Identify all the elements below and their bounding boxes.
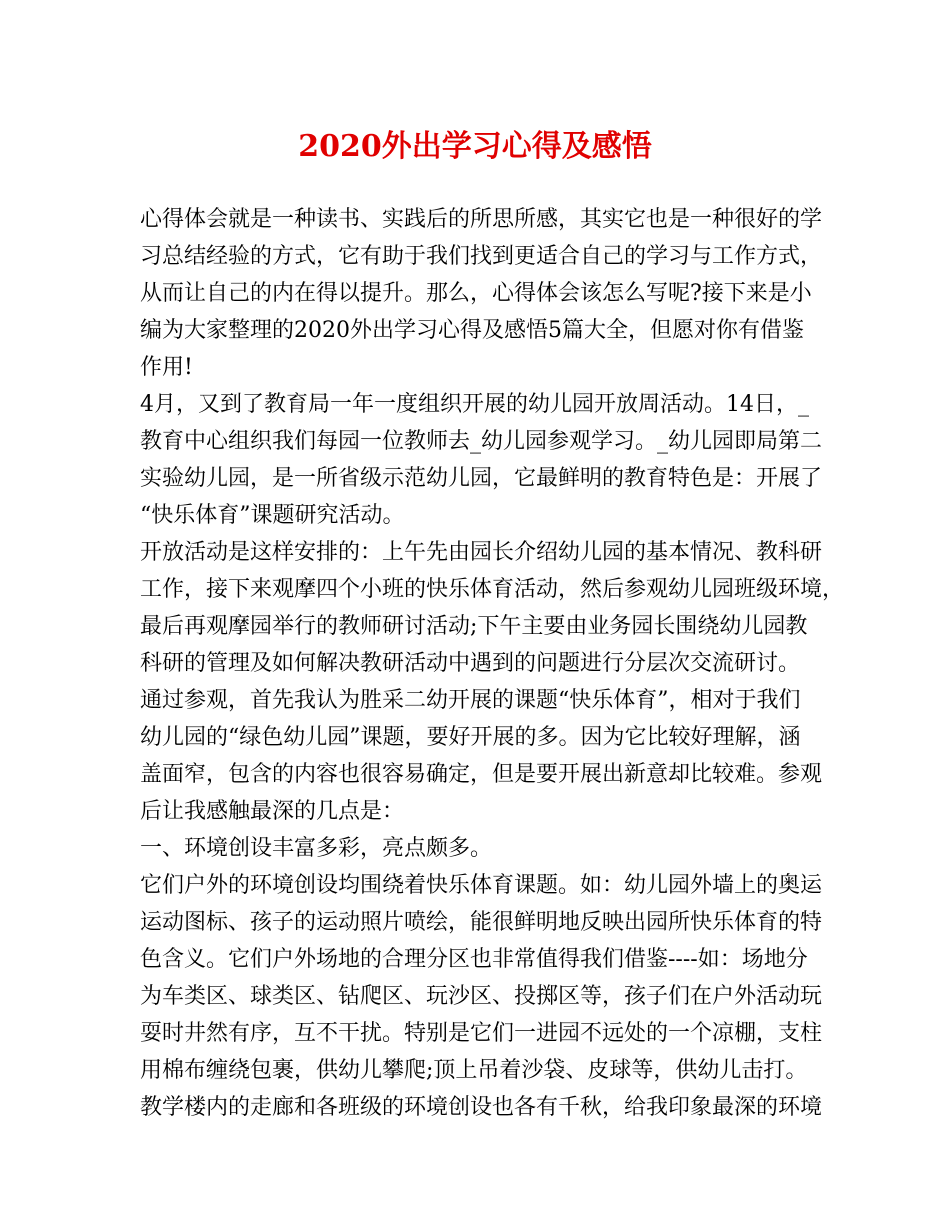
document-body xyxy=(140,201,845,1126)
body-line: 作用! xyxy=(140,355,193,380)
body-line: 开放活动是这样安排的：上午先由园长介绍幼儿园的基本情况、教科研 xyxy=(140,540,823,565)
body-line: 4月，又到了教育局一年一度组织开展的幼儿园开放周活动。14日，_ xyxy=(140,392,809,417)
body-line: 科研的管理及如何解决教研活动中遇到的问题进行分层次交流研讨。 xyxy=(140,651,801,676)
body-line: 教育中心组织我们每园一位教师去_幼儿园参观学习。_幼儿园即局第二 xyxy=(140,429,823,454)
body-line: 编为大家整理的2020外出学习心得及感悟5篇大全，但愿对你有借鉴 xyxy=(140,318,804,343)
document-title: 2020外出学习心得及感悟 xyxy=(298,129,652,164)
body-line: 后让我感触最深的几点是： xyxy=(140,799,405,824)
body-line: 通过参观，首先我认为胜采二幼开展的课题“快乐体育”，相对于我们 xyxy=(140,688,801,713)
body-line: 耍时井然有序，互不干扰。特别是它们一进园不远处的一个凉棚，支柱 xyxy=(140,1021,823,1046)
body-line: 教学楼内的走廊和各班级的环境创设也各有千秋，给我印象最深的环境 xyxy=(140,1095,823,1120)
body-line: 为车类区、球类区、钻爬区、玩沙区、投掷区等，孩子们在户外活动玩 xyxy=(140,984,823,1009)
body-line: 运动图标、孩子的运动照片喷绘，能很鲜明地反映出园所快乐体育的特 xyxy=(140,910,823,935)
body-line: 盖面窄，包含的内容也很容易确定，但是要开展出新意却比较难。参观 xyxy=(140,762,823,787)
body-line: 工作，接下来观摩四个小班的快乐体育活动，然后参观幼儿园班级环境， xyxy=(140,577,845,602)
body-line: 用棉布缠绕包裹，供幼儿攀爬;顶上吊着沙袋、皮球等，供幼儿击打。 xyxy=(140,1058,808,1083)
body-line: 实验幼儿园，是一所省级示范幼儿园，它最鲜明的教育特色是：开展了 xyxy=(140,466,823,491)
body-line: 一、环境创设丰富多彩，亮点颇多。 xyxy=(140,836,493,861)
body-line: 从而让自己的内在得以提升。那么，心得体会该怎么写呢?接下来是小 xyxy=(140,281,812,306)
body-line: 它们户外的环境创设均围绕着快乐体育课题。如：幼儿园外墙上的奥运 xyxy=(140,873,823,898)
body-line: 心得体会就是一种读书、实践后的所思所感，其实它也是一种很好的学 xyxy=(140,207,823,232)
body-line: “快乐体育”课题研究活动。 xyxy=(140,503,405,528)
body-line: 幼儿园的“绿色幼儿园”课题，要好开展的多。因为它比较好理解，涵 xyxy=(140,725,801,750)
body-line: 习总结经验的方式，它有助于我们找到更适合自己的学习与工作方式， xyxy=(140,244,823,269)
body-line: 最后再观摩园举行的教师研讨活动;下午主要由业务园长围绕幼儿园教 xyxy=(140,614,808,639)
body-line: 色含义。它们户外场地的合理分区也非常值得我们借鉴----如：场地分 xyxy=(140,947,808,972)
